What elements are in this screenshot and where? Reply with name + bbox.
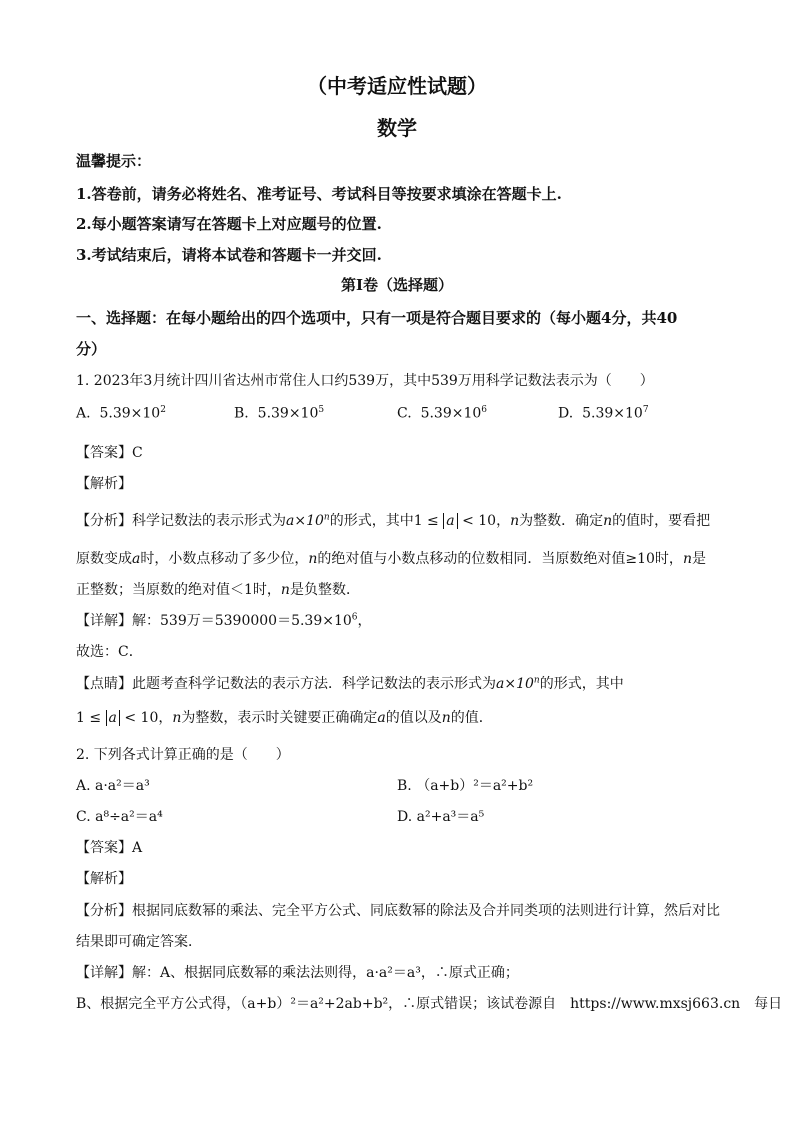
q2-detail-line1: 【详解】解：A、根据同底数幂的乘法法则得，a·a²＝a³，∴原式正确； [76, 965, 519, 981]
subject-title: 数学 [377, 116, 417, 140]
q2-stem: 2. 下列各式计算正确的是（ ） [76, 747, 290, 763]
q1-option-a: A. $5.39\times 10^2$ [76, 405, 166, 422]
q2-analysis-tag: 【解析】 [76, 871, 132, 887]
q1-option-d: D. $5.39\times 10^7$ [558, 405, 649, 422]
q2-option-b: B. （a+b）²＝a²+b² [397, 778, 534, 794]
page-title: （中考适应性试题） [307, 74, 487, 98]
q2-answer: 【答案】A [76, 840, 143, 856]
notice-heading: 温馨提示： [76, 152, 152, 170]
q1-fenxi-line2: 原数变成a时，小数点移动了多少位，n的绝对值与小数点移动的位数相同．当原数绝对值≥10时，n是 [76, 551, 706, 567]
q2-option-c: C. a⁸÷a²＝a⁴ [76, 809, 163, 825]
notice-item: 1.答卷前，请务必将姓名、准考证号、考试科目等按要求填涂在答题卡上. [76, 185, 562, 203]
section-heading: 一、选择题：在每小题给出的四个选项中，只有一项是符合题目要求的（每小题4分，共40 [76, 309, 678, 327]
q1-option-c: C. $5.39\times 10^6$ [397, 405, 488, 422]
notice-item: 2.每小题答案请写在答题卡上对应题号的位置. [76, 215, 382, 233]
q2-option-a: A. a·a²＝a³ [76, 778, 150, 794]
q2-fenxi-line2: 结果即可确定答案． [76, 934, 202, 950]
q1-analysis-tag: 【解析】 [76, 476, 132, 492]
q1-option-b: B. $5.39\times 10^5$ [234, 405, 325, 422]
q1-stem: 1. 2023年3月统计四川省达州市常住人口约539万，其中539万用科学记数法表示为（ ） [76, 373, 654, 389]
q1-detail: 【详解】解：539万$=5390000=5.39\times 10^6$， [76, 612, 372, 629]
q1-choose: 故选：C． [76, 644, 143, 660]
q1-fenxi-line1: 【分析】科学记数法的表示形式为$a\times 10^n$的形式，其中1 ≤ a < 10，n为整数．确定n的值时，要看把 [76, 512, 711, 529]
q2-detail-line2: B、根据完全平方公式得，（a+b）²＝a²+2ab+b²，∴原式错误；该试卷源自 https://www.mxsj663.cn 每日 [76, 996, 783, 1012]
q1-answer: 【答案】C [76, 445, 143, 461]
section-heading-cont: 分） [76, 340, 107, 358]
q2-fenxi-line1: 【分析】根据同底数幂的乘法、完全平方公式、同底数幂的除法及合并同类项的法则进行计算，然后对比 [76, 903, 720, 919]
volume-heading: 第Ⅰ卷（选择题） [340, 276, 454, 294]
q2-option-d: D. a²+a³＝a⁵ [397, 809, 485, 825]
notice-item: 3.考试结束后，请将本试卷和答题卡一并交回. [76, 246, 382, 264]
q1-fenxi-line3: 正整数；当原数的绝对值＜1时，n是负整数． [76, 582, 360, 598]
q1-dianjing-line1: 【点睛】此题考查科学记数法的表示方法．科学记数法的表示形式为$a\times 10^n$的形式，其中 [76, 675, 624, 692]
q1-dianjing-line2: 1 ≤ a < 10，n为整数，表示时关键要正确确定a的值以及n的值． [76, 710, 493, 726]
